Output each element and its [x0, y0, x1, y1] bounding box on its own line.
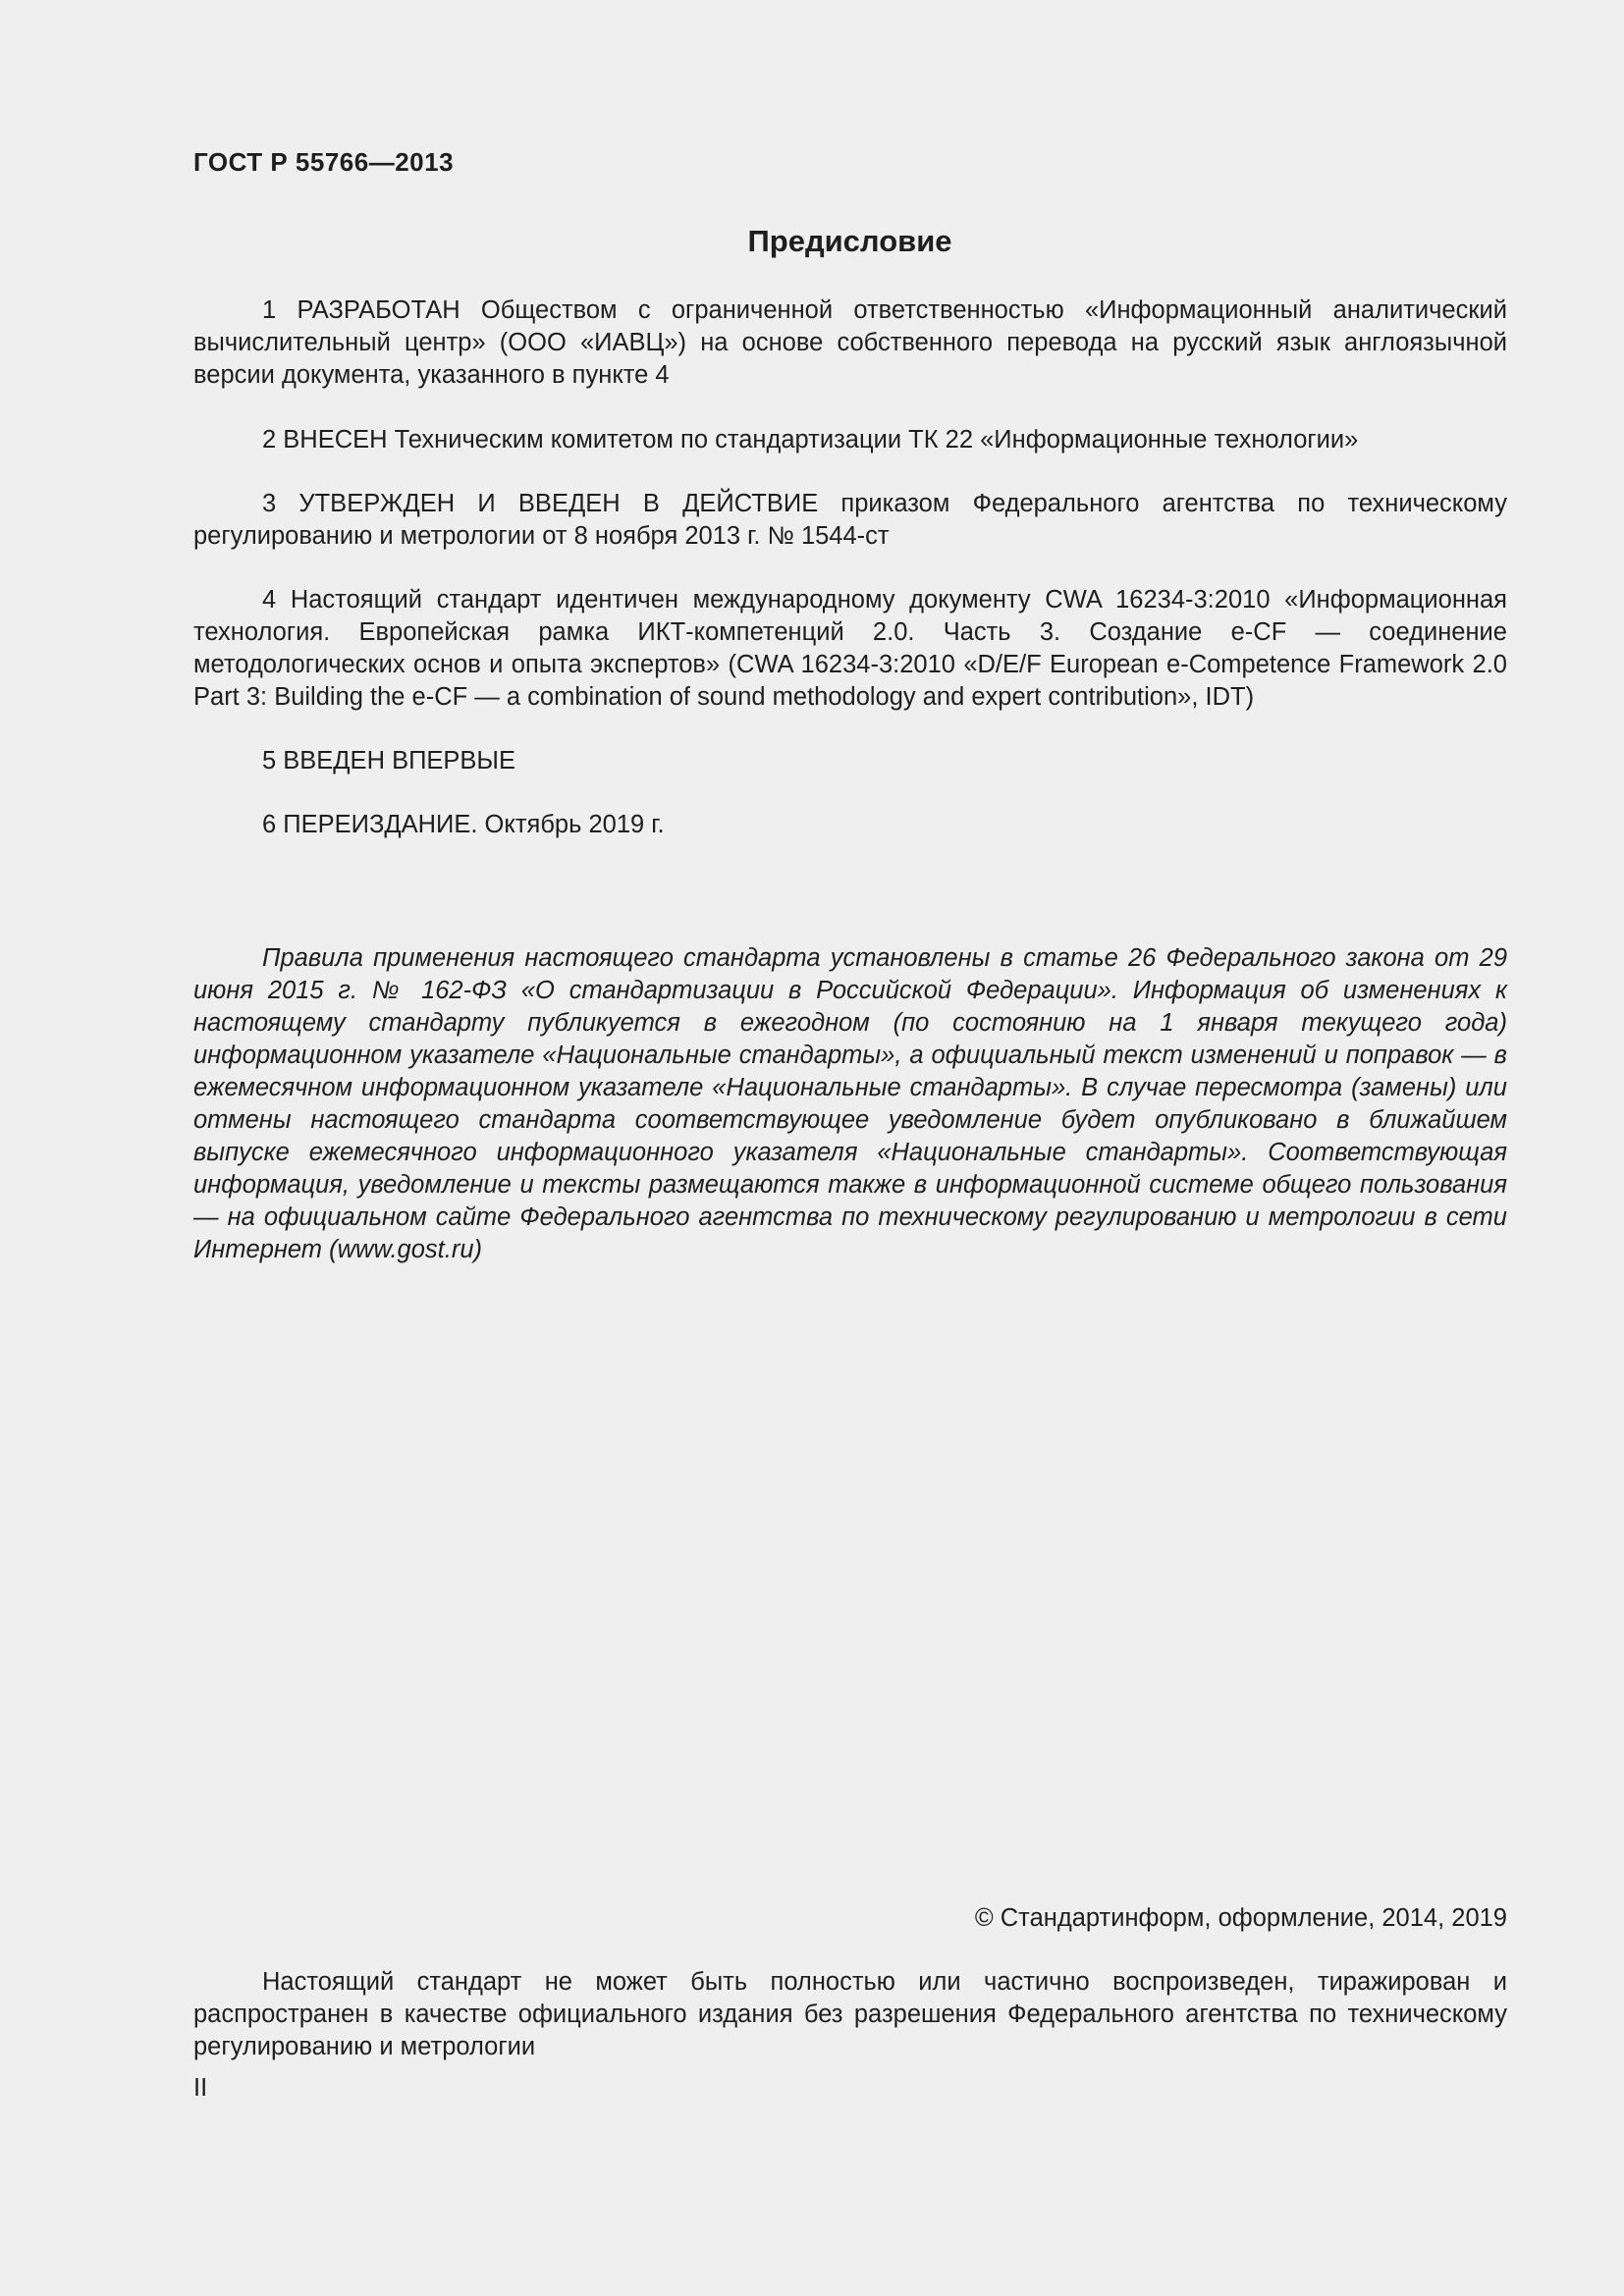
reproduction-notice: Настоящий стандарт не может быть полностью или частично воспроизведен, тиражирован и распространен в качестве официального издания без разрешения Федерального агентства по техническому регулированию и метрологии — [193, 1968, 1507, 2060]
preface-item-2: 2 ВНЕСЕН Техническим комитетом по стандартизации ТК 22 «Информационные технологии» — [262, 426, 1359, 454]
page-title: Предисловие — [747, 224, 952, 258]
preface-item-1: 1 РАЗРАБОТАН Обществом с ограниченной ответственностью «Информационный аналитический вычислительный центр» (ООО «ИАВЦ») на основе собственного перевода на русский язык англоязычной версии документа, указанного в пункте 4 — [193, 296, 1507, 389]
document-header: ГОСТ Р 55766—2013 — [193, 147, 455, 177]
preface-item-6: 6 ПЕРЕИЗДАНИЕ. Октябрь 2019 г. — [262, 811, 665, 838]
preface-item-3: 3 УТВЕРЖДЕН И ВВЕДЕН В ДЕЙСТВИЕ приказом Федерального агентства по техническому регулированию и метрологии от 8 ноября 2013 г. № 1544-ст — [193, 490, 1507, 550]
copyright-notice: © Стандартинформ, оформление, 2014, 2019 — [974, 1904, 1507, 1932]
preface-item-4: 4 Настоящий стандарт идентичен международному документу CWA 16234-3:2010 «Информационная технология. Европейская рамка ИКТ-компетенций 2.0. Часть 3. Создание е-CF — соединение методологических основ и опыта экспертов» (CWA 16234-3:2010 «D/E/F European e-Competence Framework 2.0 Part 3: Building the e-CF — a combination of sound methodology and expert contribution», IDT) — [193, 586, 1507, 711]
rules-note: Правила применения настоящего стандарта установлены в статье 26 Федерального закона от 29 июня 2015 г. № 162-ФЗ «О стандартизации в Российской Федерации». Информация об изменениях к настоящему стандарту публикуется в ежегодном (по состоянию на 1 января текущего года) информационном указателе «Национальные стандарты», а официальный текст изменений и поправок — в ежемесячном информационном указателе «Национальные стандарты». В случае пересмотра (замены) или отмены настоящего стандарта соответствующее уведомление будет опубликовано в ближайшем выпуске ежемесячного информационного указателя «Национальные стандарты». Соответствующая информация, уведомление и тексты размещаются также в информационной системе общего пользования — на официальном сайте Федерального агентства по техническому регулированию и метрологии в сети Интернет (www.gost.ru) — [193, 944, 1507, 1263]
preface-item-5: 5 ВВЕДЕН ВПЕРВЫЕ — [262, 747, 516, 774]
page-number: II — [193, 2074, 208, 2102]
